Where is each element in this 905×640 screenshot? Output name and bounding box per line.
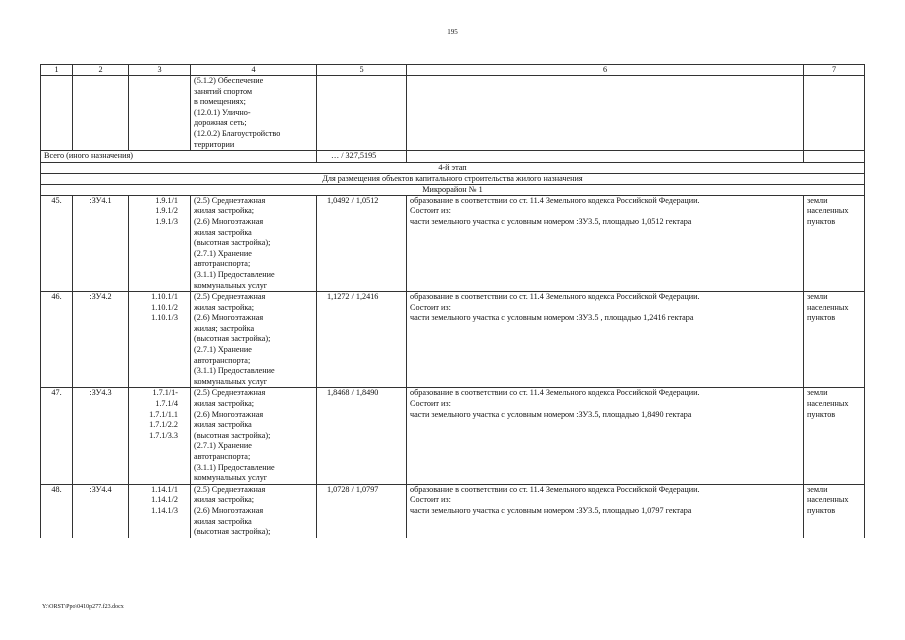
text-line: пунктов xyxy=(807,505,836,515)
text-line: (2.5) Среднеэтажная xyxy=(194,195,266,205)
text-line: 1.14.1/1 xyxy=(151,484,178,494)
page-number: 195 xyxy=(447,28,458,36)
row-number: 45. xyxy=(41,195,73,291)
text-line: (2.7.1) Хранение xyxy=(194,345,252,355)
column-number: 4 xyxy=(191,65,317,76)
text-line: Состоит из: xyxy=(410,302,451,312)
text-line: пунктов xyxy=(807,313,836,323)
zone-numbers xyxy=(129,484,191,537)
text-line: автотранспорта; xyxy=(194,452,251,461)
text-line: (высотная застройка); xyxy=(194,334,271,344)
land-category xyxy=(804,484,865,537)
text-line: земли xyxy=(807,292,828,302)
text-line: образование в соответствии со ст. 11.4 Земельного кодекса Российской Федерации. xyxy=(410,292,700,302)
text-line: жилая застройка; xyxy=(194,206,255,216)
permitted-uses xyxy=(191,388,317,484)
text-line: 1.10.1/3 xyxy=(151,313,178,323)
text-line: (2.7.1) Хранение xyxy=(194,441,252,451)
text-line: части земельного участка с условным номером :ЗУ3.5 , площадью 1,2416 гектара xyxy=(410,313,694,323)
column-number: 7 xyxy=(804,65,865,76)
plot-area: 1,8468 / 1,8490 xyxy=(317,388,407,484)
plot-code: :ЗУ4.2 xyxy=(73,292,129,388)
text-line: автотранспорта; xyxy=(194,259,251,269)
text-line: (2.5) Среднеэтажная xyxy=(194,484,266,494)
permitted-uses xyxy=(191,484,317,537)
column-number: 5 xyxy=(317,65,407,76)
plot-code: :ЗУ4.3 xyxy=(73,388,129,484)
text-line: (2.5) Среднеэтажная xyxy=(194,292,266,302)
row-number: 47. xyxy=(41,388,73,484)
zone-numbers xyxy=(129,195,191,291)
text-line: части земельного участка с условным номером :ЗУ3.5, площадью 1,0797 гектара xyxy=(410,505,692,515)
column-number: 2 xyxy=(73,65,129,76)
text-line: пунктов xyxy=(807,216,836,226)
column-number-row xyxy=(41,65,865,76)
plot-code: :ЗУ4.4 xyxy=(73,484,129,537)
plot-row xyxy=(41,292,865,388)
text-line: пунктов xyxy=(807,409,836,419)
total-row xyxy=(41,151,865,163)
text-line: (2.6) Многоэтажная xyxy=(194,313,264,323)
text-line: 1.14.1/3 xyxy=(151,505,178,515)
text-line: населенных xyxy=(807,302,849,312)
text-line: (2.5) Среднеэтажная xyxy=(194,388,266,398)
permitted-uses xyxy=(191,292,317,388)
plot-area: 1,0728 / 1,0797 xyxy=(317,484,407,537)
purpose-heading: Для размещения объектов капитального строительства жилого назначения xyxy=(41,173,865,184)
text-line: (2.6) Многоэтажная xyxy=(194,409,264,419)
text-line: части земельного участка с условным номером :ЗУ3.5, площадью 1,0512 гектара xyxy=(410,216,692,226)
text-line: населенных xyxy=(807,206,849,216)
text-line: населенных xyxy=(807,495,849,505)
footer-file-path: Y:\ORST\Ppo\0410p277.f23.docx xyxy=(42,604,124,610)
text-line: части земельного участка с условным номером :ЗУ3.5, площадью 1,8490 гектара xyxy=(410,409,692,419)
continuation-row xyxy=(41,76,865,151)
text-line: жилая застройка xyxy=(194,420,252,430)
text-line: 1.7.1/4 xyxy=(155,399,178,409)
text-line: 1.9.1/3 xyxy=(155,216,178,226)
text-line: жилая застройка; xyxy=(194,399,255,409)
text-line: коммунальных услуг xyxy=(194,376,268,386)
text-line: (высотная застройка); xyxy=(194,430,271,440)
text-line: (2.6) Многоэтажная xyxy=(194,216,264,226)
land-category xyxy=(804,388,865,484)
text-line: (2.6) Многоэтажная xyxy=(194,505,264,515)
text-line: 1.7.1/3.3 xyxy=(149,430,178,440)
text-line: (3.1.1) Предоставление xyxy=(194,366,275,376)
continuation-uses xyxy=(191,76,317,151)
text-line: жилая; застройка xyxy=(194,323,255,333)
formation-method xyxy=(407,292,804,388)
text-line: образование в соответствии со ст. 11.4 Земельного кодекса Российской Федерации. xyxy=(410,388,700,398)
plot-code: :ЗУ4.1 xyxy=(73,195,129,291)
stage-heading: 4-й этап xyxy=(41,162,865,173)
text-line: автотранспорта; xyxy=(194,355,251,365)
zone-numbers xyxy=(129,388,191,484)
formation-method xyxy=(407,195,804,291)
plot-area: 1,1272 / 1,2416 xyxy=(317,292,407,388)
row-number: 46. xyxy=(41,292,73,388)
text-line: Состоит из: xyxy=(410,399,451,409)
text-line: земли xyxy=(807,195,828,205)
plot-row xyxy=(41,484,865,537)
text-line: образование в соответствии со ст. 11.4 Земельного кодекса Российской Федерации. xyxy=(410,195,700,205)
text-line: жилая застройка; xyxy=(194,302,255,312)
land-category xyxy=(804,292,865,388)
text-line: территории xyxy=(194,139,235,149)
district-heading: Микрорайон № 1 xyxy=(41,184,865,195)
text-line: жилая застройка xyxy=(194,516,252,526)
text-line: дорожная сеть; xyxy=(194,118,247,128)
text-line: 1.7.1/1- xyxy=(152,388,178,398)
text-line: в помещениях; xyxy=(194,97,246,107)
text-line: (высотная застройка); xyxy=(194,527,271,537)
text-line: (12.0.2) Благоустройство xyxy=(194,128,281,138)
formation-method xyxy=(407,388,804,484)
text-line: (5.1.2) Обеспечение xyxy=(194,76,264,85)
stage-row xyxy=(41,162,865,173)
text-line: образование в соответствии со ст. 11.4 Земельного кодекса Российской Федерации. xyxy=(410,484,700,494)
text-line: коммунальных услуг xyxy=(194,473,268,483)
plot-area: 1,0492 / 1,0512 xyxy=(317,195,407,291)
text-line: земли xyxy=(807,484,828,494)
text-line: 1.9.1/1 xyxy=(155,195,178,205)
text-line: (2.7.1) Хранение xyxy=(194,248,252,258)
text-line: Состоит из: xyxy=(410,206,451,216)
text-line: 1.10.1/1 xyxy=(151,292,178,302)
text-line: (высотная застройка); xyxy=(194,238,271,248)
formation-method xyxy=(407,484,804,537)
text-line: (3.1.1) Предоставление xyxy=(194,462,275,472)
column-number: 6 xyxy=(407,65,804,76)
total-value: … / 327,5195 xyxy=(317,151,407,163)
row-number: 48. xyxy=(41,484,73,537)
text-line: Состоит из: xyxy=(410,495,451,505)
text-line: 1.7.1/1.1 xyxy=(149,409,178,419)
text-line: 1.14.1/2 xyxy=(151,495,178,505)
permitted-uses xyxy=(191,195,317,291)
text-line: 1.9.1/2 xyxy=(155,206,178,216)
text-line: жилая застройка xyxy=(194,227,252,237)
plot-row xyxy=(41,388,865,484)
text-line: коммунальных услуг xyxy=(194,280,268,290)
text-line: 1.10.1/2 xyxy=(151,302,178,312)
text-line: занятий спортом xyxy=(194,86,253,96)
purpose-row xyxy=(41,173,865,184)
text-line: (12.0.1) Улично- xyxy=(194,107,251,117)
column-number: 1 xyxy=(41,65,73,76)
column-number: 3 xyxy=(129,65,191,76)
district-row xyxy=(41,184,865,195)
text-line: земли xyxy=(807,388,828,398)
plot-row xyxy=(41,195,865,291)
land-category xyxy=(804,195,865,291)
land-plots-table xyxy=(40,64,865,538)
total-label: Всего (иного назначения) xyxy=(41,151,317,163)
text-line: (3.1.1) Предоставление xyxy=(194,269,275,279)
zone-numbers xyxy=(129,292,191,388)
text-line: населенных xyxy=(807,399,849,409)
text-line: 1.7.1/2.2 xyxy=(149,420,178,430)
text-line: жилая застройка; xyxy=(194,495,255,505)
